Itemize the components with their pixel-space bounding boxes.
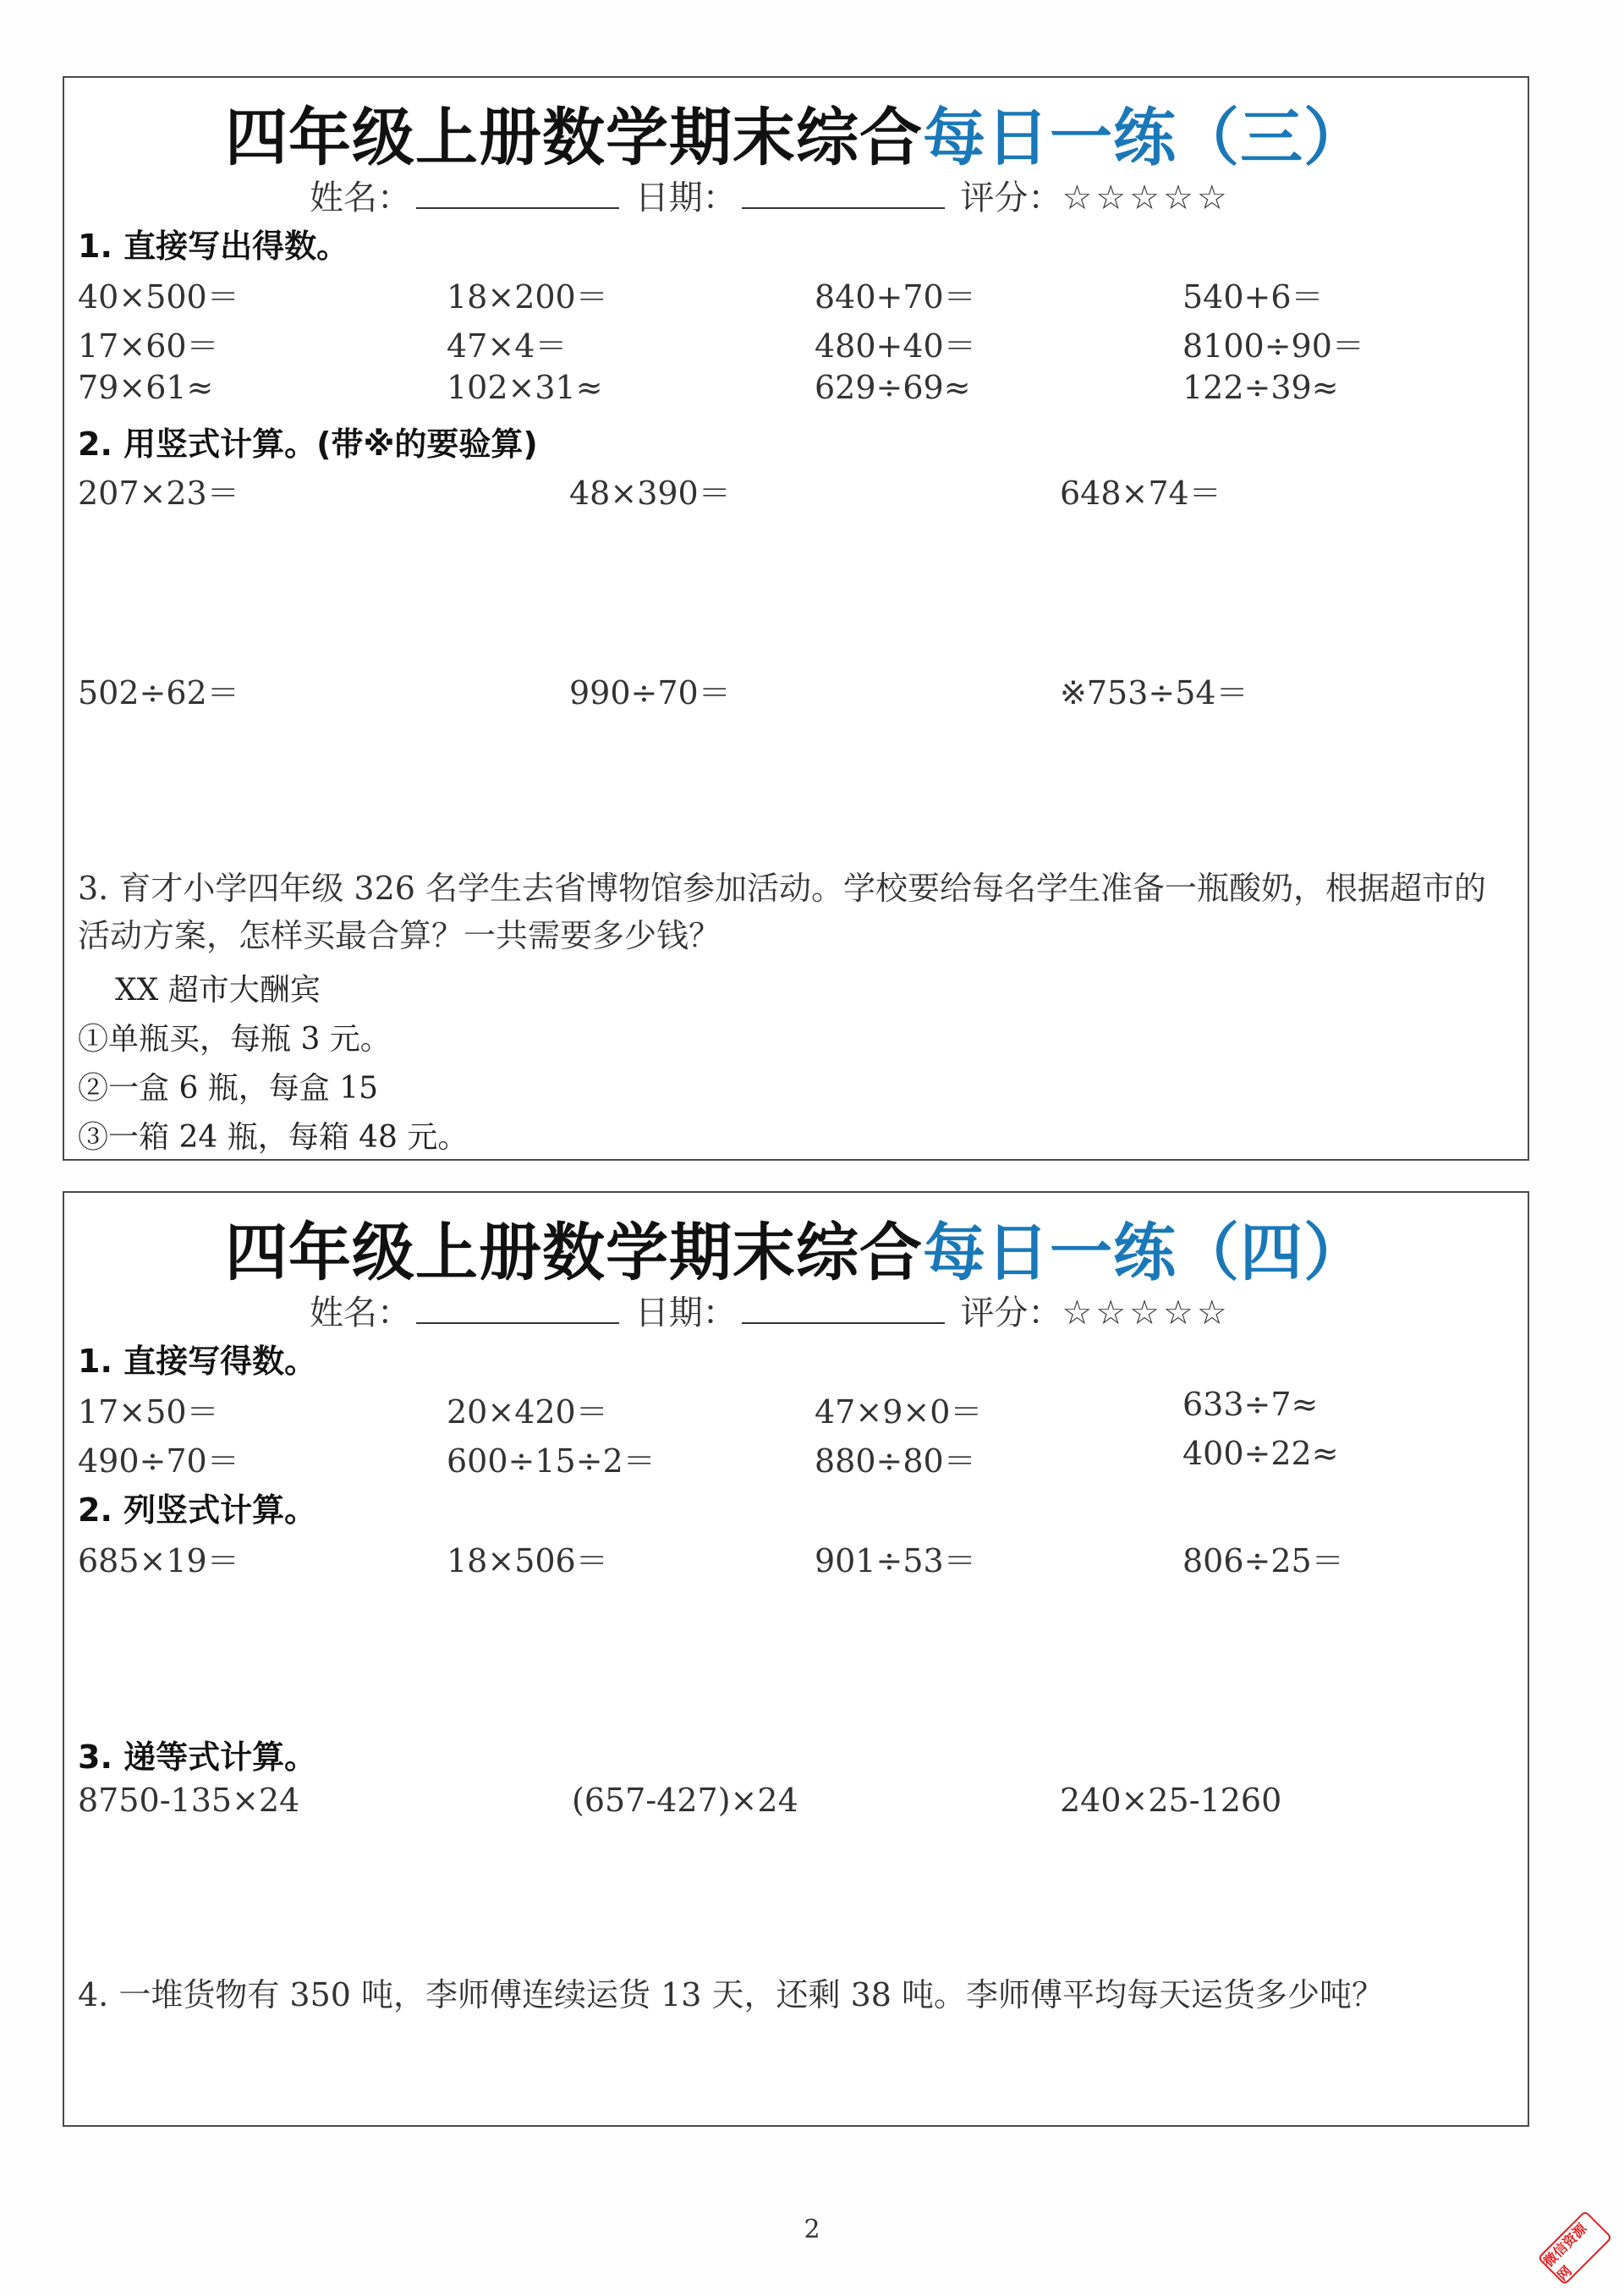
q3-problem-text: 3. 育才小学四年级 326 名学生去省博物馆参加活动。学校要给每名学生准备一瓶酸奶，根据超市的活动方案，怎样买最合算？一共需要多少钱？ — [78, 870, 1487, 954]
score-stars: ☆☆☆☆☆ — [1062, 179, 1231, 217]
q1-item: 122÷39≈ — [1182, 369, 1339, 406]
name-blank[interactable] — [416, 1294, 619, 1324]
name-label: 姓名： — [310, 1294, 411, 1332]
page-number: 2 — [804, 2215, 820, 2244]
name-blank[interactable] — [416, 179, 619, 209]
q2-item: 48×390＝ — [569, 475, 731, 512]
date-blank[interactable] — [742, 179, 945, 209]
worksheet-3-title — [64, 88, 1528, 178]
q1-item: 20×420＝ — [447, 1393, 608, 1431]
q2-item: 18×506＝ — [447, 1542, 608, 1579]
q1-item: 540+6＝ — [1182, 278, 1324, 316]
q2-item: 685×19＝ — [78, 1542, 239, 1579]
name-label: 姓名： — [310, 179, 411, 217]
q3-option: ②一盒 6 瓶，每盒 15 — [78, 1071, 379, 1106]
date-label: 日期： — [634, 179, 737, 217]
title-highlight: 每日一练（三） — [923, 102, 1367, 174]
q2-item: 207×23＝ — [78, 475, 239, 512]
q1-item: 490÷70＝ — [78, 1442, 239, 1480]
q3-option: ③一箱 24 瓶，每箱 48 元。 — [78, 1120, 469, 1155]
watermark-stamp: 微信资源网 — [1537, 2210, 1612, 2285]
q1-item: 47×4＝ — [447, 327, 568, 365]
worksheet-4-title — [64, 1203, 1528, 1293]
q2-heading: 2. 列竖式计算。 — [78, 1491, 317, 1529]
q2-item: ※753÷54＝ — [1060, 674, 1248, 711]
q1-item: 400÷22≈ — [1182, 1435, 1339, 1472]
q1-item: 17×50＝ — [78, 1393, 219, 1431]
q3-item: 8750-135×24 — [78, 1782, 300, 1819]
q1-item: 79×61≈ — [78, 369, 214, 406]
worksheet-4 — [63, 1191, 1529, 2127]
q1-item: 102×31≈ — [447, 369, 603, 406]
date-label: 日期： — [634, 1294, 737, 1332]
q1-item: 17×60＝ — [78, 327, 219, 365]
q2-item: 990÷70＝ — [569, 674, 731, 711]
q1-item: 40×500＝ — [78, 278, 239, 316]
q1-heading: 1. 直接写得数。 — [78, 1343, 317, 1380]
title-main: 四年级上册数学期末综合 — [225, 1217, 923, 1289]
q1-item: 47×9×0＝ — [815, 1393, 983, 1431]
q4-problem-text: 4. 一堆货物有 350 吨，李师傅连续运货 13 天，还剩 38 吨。李师傅平均每天运货多少吨？ — [78, 1976, 1385, 2013]
title-highlight: 每日一练（四） — [923, 1217, 1367, 1289]
score-stars: ☆☆☆☆☆ — [1062, 1294, 1231, 1332]
q3-item: (657-427)×24 — [572, 1782, 798, 1819]
student-info-row — [310, 1286, 1231, 1334]
q3-item: 240×25-1260 — [1060, 1782, 1282, 1819]
q1-item: 8100÷90＝ — [1182, 327, 1364, 365]
worksheet-3 — [63, 76, 1529, 1161]
q1-heading: 1. 直接写出得数。 — [78, 228, 349, 265]
date-blank[interactable] — [742, 1294, 945, 1324]
student-info-row — [310, 171, 1231, 219]
q2-heading: 2. 用竖式计算。(带※的要验算) — [78, 426, 538, 463]
q1-item: 600÷15÷2＝ — [447, 1442, 656, 1480]
q1-item: 480+40＝ — [815, 327, 976, 365]
q1-item: 629÷69≈ — [815, 369, 971, 406]
q2-item: 901÷53＝ — [815, 1542, 976, 1579]
score-label: 评分： — [960, 179, 1062, 217]
q3-shop-title: XX 超市大酬宾 — [115, 973, 321, 1008]
q2-item: 502÷62＝ — [78, 674, 239, 711]
score-label: 评分： — [960, 1294, 1062, 1332]
q2-item: 648×74＝ — [1060, 475, 1221, 512]
q1-item: 840+70＝ — [815, 278, 976, 316]
q3-option: ①单瓶买，每瓶 3 元。 — [78, 1022, 391, 1057]
q3-heading: 3. 递等式计算。 — [78, 1738, 317, 1776]
q2-item: 806÷25＝ — [1182, 1542, 1344, 1579]
q1-item: 880÷80＝ — [815, 1442, 976, 1480]
q1-item: 633÷7≈ — [1182, 1386, 1319, 1423]
title-main: 四年级上册数学期末综合 — [225, 102, 923, 174]
q1-item: 18×200＝ — [447, 278, 608, 316]
